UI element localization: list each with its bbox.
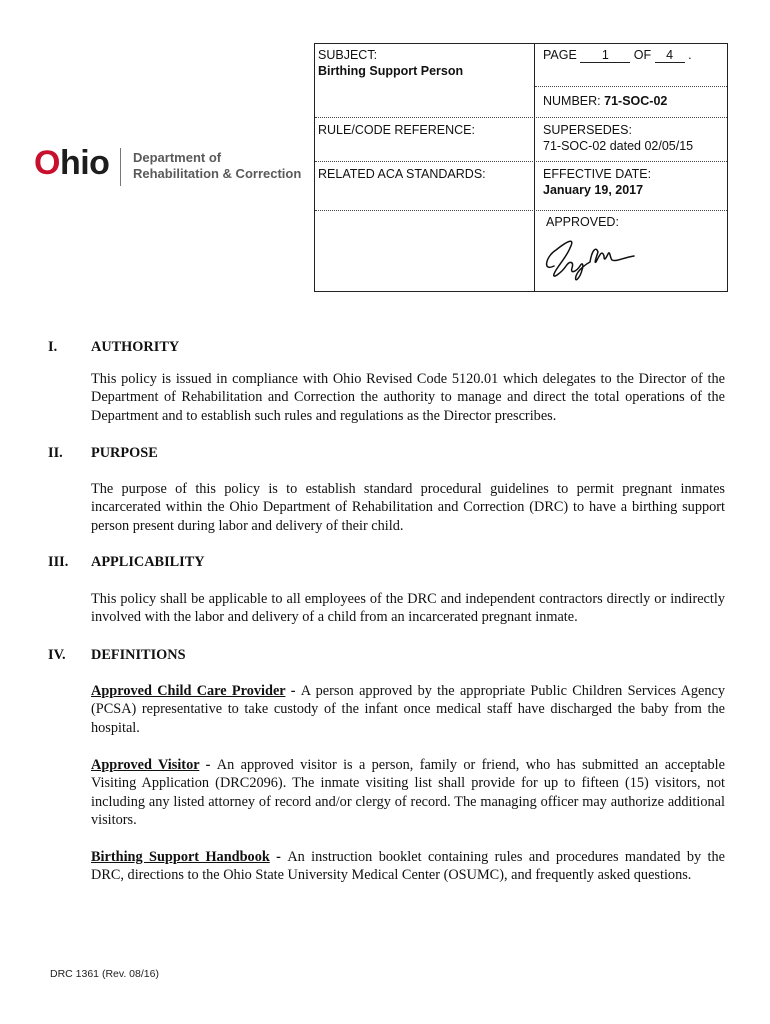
- supersedes-label: SUPERSEDES:: [543, 123, 632, 137]
- department-name-line1: Department of: [133, 150, 222, 165]
- section-text-authority: This policy is issued in compliance with Ohio Revised Code 5120.01 which delegates to the Director of the Department of Rehabilitation and Correction the authority to manage and direct the total operations of the Department and to establish such rules and regulations as the Director prescribes.: [91, 371, 725, 424]
- definition-term: Birthing Support Handbook: [91, 849, 270, 865]
- page-label: PAGE: [543, 48, 577, 62]
- ohio-wordmark-o: O: [34, 144, 60, 182]
- subject-value: Birthing Support Person: [318, 64, 464, 78]
- approved-label: APPROVED:: [546, 215, 619, 229]
- page-number: 1: [580, 48, 630, 63]
- section-number: IV.: [48, 647, 66, 663]
- definition-approved-visitor: [91, 756, 725, 830]
- definition-term: Approved Visitor: [91, 757, 200, 773]
- header-rule-2: [315, 117, 727, 118]
- section-title-applicability: APPLICABILITY: [91, 554, 205, 570]
- definition-text: An approved visitor is a person, family or friend, who has submitted an acceptable Visiting Application (DRC2096). The inmate visiting list shall provide for up to fifteen (15) visitors, not including any listed attorney of record and/or clergy of record. The managing officer may authorize additional visitors.: [91, 757, 726, 829]
- header-rule-4: [315, 210, 727, 211]
- header-border-right: [727, 43, 728, 292]
- logo-divider: [120, 148, 121, 186]
- department-name-line2: Rehabilitation & Correction: [133, 166, 302, 181]
- section-number: II.: [48, 445, 63, 461]
- definition-term: Approved Child Care Provider: [91, 683, 286, 699]
- definition-approved-child-care-provider: [91, 682, 725, 737]
- supersedes-value: 71-SOC-02 dated 02/05/15: [543, 139, 694, 153]
- form-footer: DRC 1361 (Rev. 08/16): [50, 968, 159, 980]
- header-rule-1: [535, 86, 727, 87]
- number-label: NUMBER:: [543, 94, 601, 108]
- aca-standards-label: RELATED ACA STANDARDS:: [318, 167, 486, 181]
- section-title-authority: AUTHORITY: [91, 339, 180, 355]
- definition-dash: -: [285, 683, 301, 699]
- definition-text: A person approved by the appropriate Public Children Services Agency (PCSA) representative to take custody of the infant once medical staff have discharged the baby from the hospital.: [91, 683, 725, 736]
- header-rule-3: [315, 161, 727, 162]
- page-end: .: [688, 48, 692, 62]
- section-title-definitions: DEFINITIONS: [91, 647, 186, 663]
- page-indicator: [543, 47, 692, 63]
- section-title-purpose: PURPOSE: [91, 445, 158, 461]
- page-of-label: OF: [633, 48, 652, 62]
- effective-date-value: January 19, 2017: [543, 183, 644, 197]
- definition-text: An instruction booklet containing rules and procedures mandated by the DRC, directions to the Ohio State University Medical Center (OSUMC), and frequently asked questions.: [91, 849, 726, 884]
- definition-dash: -: [199, 757, 217, 773]
- director-signature: [540, 228, 640, 284]
- ohio-wordmark-rest: hio: [59, 144, 110, 182]
- department-name: [133, 150, 301, 182]
- header-border-left: [314, 43, 315, 292]
- header-border-bottom: [314, 291, 728, 292]
- rule-code-label: RULE/CODE REFERENCE:: [318, 123, 475, 137]
- header-divider-middle: [534, 43, 535, 292]
- effective-date-label: EFFECTIVE DATE:: [543, 167, 652, 181]
- definition-dash: -: [269, 849, 288, 865]
- ohio-wordmark: [34, 144, 109, 183]
- definition-birthing-support-handbook: [91, 848, 725, 885]
- section-number: I.: [48, 339, 58, 355]
- odrc-logo: [34, 144, 306, 188]
- subject-label: SUBJECT:: [318, 48, 378, 62]
- page-total: 4: [655, 48, 685, 63]
- header-border-top: [314, 43, 728, 44]
- policy-number: [543, 93, 667, 109]
- number-value: 71-SOC-02: [604, 94, 668, 108]
- section-text-purpose: The purpose of this policy is to establish standard procedural guidelines to permit pregnant inmates incarcerated within the Ohio Department of Rehabilitation and Correction (DRC) to have a birthing support person present during labor and delivery of their child.: [91, 481, 725, 534]
- section-text-applicability: This policy shall be applicable to all employees of the DRC and independent contractors directly or indirectly involved with the labor and delivery of a child from an incarcerated pregnant inmate.: [91, 591, 725, 626]
- section-number: III.: [48, 554, 69, 570]
